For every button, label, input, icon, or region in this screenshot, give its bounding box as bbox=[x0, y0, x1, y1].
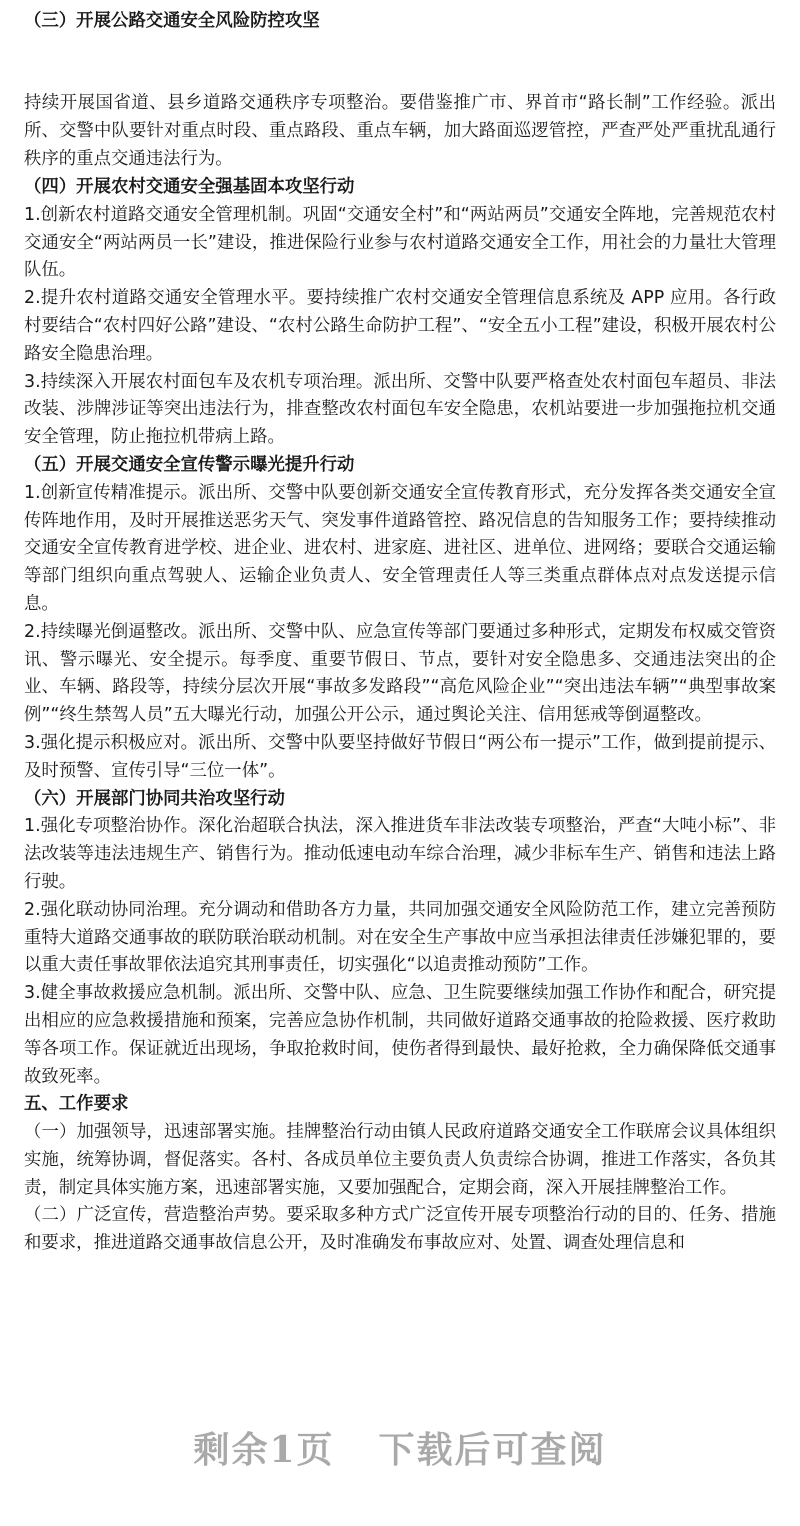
download-to-view-label[interactable]: 下载后可查阅 bbox=[378, 1429, 607, 1471]
paragraph: 3.强化提示积极应对。派出所、交警中队要坚持做好节假日“两公布一提示”工作，做到提前提示、及时预警、宣传引导“三位一体”。 bbox=[24, 732, 776, 781]
document-body bbox=[24, 174, 776, 1258]
paragraph: 3.持续深入开展农村面包车及农机专项治理。派出所、交警中队要严格查处农村面包车超员、非法改装、涉牌涉证等突出违法行为，排查整改农村面包车安全隐患，农机站要进一步加强拖拉机交通安全管理，防止拖拉机带病上路。 bbox=[24, 371, 776, 448]
download-prompt[interactable] bbox=[0, 1422, 800, 1473]
part-heading: 五、工作要求 bbox=[24, 1094, 129, 1115]
paragraph: 2.强化联动协同治理。充分调动和借助各方力量，共同加强交通安全风险防范工作，建立完善预防重特大道路交通事故的联防联治联动机制。对在安全生产事故中应当承担法律责任涉嫌犯罪的，要以重大责任事故罪依法追究其刑事责任，切实强化“以追责推动预防”工作。 bbox=[24, 899, 776, 976]
paragraph: 1.创新农村道路交通安全管理机制。巩固“交通安全村”和“两站两员”交通安全阵地，完善规范农村交通安全“两站两员一长”建设，推进保险行业参与农村道路交通安全工作，用社会的力量壮大管理队伍。 bbox=[24, 204, 776, 281]
remaining-pages-label: 剩余1页 bbox=[193, 1429, 335, 1471]
paragraph: 1.创新宣传精准提示。派出所、交警中队要创新交通安全宣传教育形式，充分发挥各类交通安全宣传阵地作用，及时开展推送恶劣天气、突发事件道路管控、路况信息的告知服务工作；要持续推动交通安全宣传教育进学校、进企业、进农村、进家庭、进社区、进单位、进网络；要联合交通运输等部门组织向重点驾驶人、运输企业负责人、安全管理责任人等三类重点群体点对点发送提示信息。 bbox=[24, 482, 776, 614]
section-heading: （五）开展交通安全宣传警示曝光提升行动 bbox=[24, 454, 355, 475]
section-heading: （三）开展公路交通安全风险防控攻坚 bbox=[24, 11, 320, 31]
paragraph: 持续开展国省道、县乡道路交通秩序专项整治。要借鉴推广市、界首市“路长制”工作经验。派出所、交警中队要针对重点时段、重点路段、重点车辆，加大路面巡逻管控，严查严处严重扰乱通行秩序的重点交通违法行为。 bbox=[24, 93, 776, 169]
paragraph: 2.提升农村道路交通安全管理水平。要持续推广农村交通安全管理信息系统及 APP 应用。各行政村要结合“农村四好公路”建设、“农村公路生命防护工程”、“安全五小工程”建设，积极开展农村公路安全隐患治理。 bbox=[24, 288, 776, 364]
section-heading: （六）开展部门协同共治攻坚行动 bbox=[24, 788, 285, 809]
section-3 bbox=[24, 8, 776, 36]
paragraph: 3.健全事故救援应急机制。派出所、交警中队、应急、卫生院要继续加强工作协作和配合，研究提出相应的应急救援措施和预案，完善应急协作机制，共同做好道路交通事故的抢险救援、医疗救助等各项工作。保证就近出现场，争取抢救时间，使伤者得到最快、最好抢救，全力确保降低交通事故致死率。 bbox=[24, 983, 776, 1087]
paragraph: 1.强化专项整治协作。深化治超联合执法，深入推进货车非法改装专项整治，严查“大吨小标”、非法改装等违法违规生产、销售行为。推动低速电动车综合治理，减少非标车生产、销售和违法上路行驶。 bbox=[24, 816, 776, 892]
paragraph: （一）加强领导，迅速部署实施。挂牌整治行动由镇人民政府道路交通安全工作联席会议具体组织实施，统筹协调，督促落实。各村、各成员单位主要负责人负责综合协调，推进工作落实，各负其责，制定具体实施方案，迅速部署实施，又要加强配合，定期会商，深入开展挂牌整治工作。 bbox=[24, 1122, 776, 1198]
paragraph: 2.持续曝光倒逼整改。派出所、交警中队、应急宣传等部门要通过多种形式，定期发布权威交管资讯、警示曝光、安全提示。每季度、重要节假日、节点，要针对安全隐患多、交通违法突出的企业、车辆、路段等，持续分层次开展“事故多发路段”“高危风险企业”“突出违法车辆”“典型事故案例”“终生禁驾人员”五大曝光行动，加强公开公示，通过舆论关注、信用惩戒等倒逼整改。 bbox=[24, 621, 776, 726]
section-heading: （四）开展农村交通安全强基固本攻坚行动 bbox=[24, 177, 355, 197]
section-3-body bbox=[24, 90, 776, 173]
paragraph: （二）广泛宣传，营造整治声势。要采取多种方式广泛宣传开展专项整治行动的目的、任务、措施和要求，推进道路交通事故信息公开，及时准确发布事故应对、处置、调查处理信息和 bbox=[24, 1205, 776, 1254]
